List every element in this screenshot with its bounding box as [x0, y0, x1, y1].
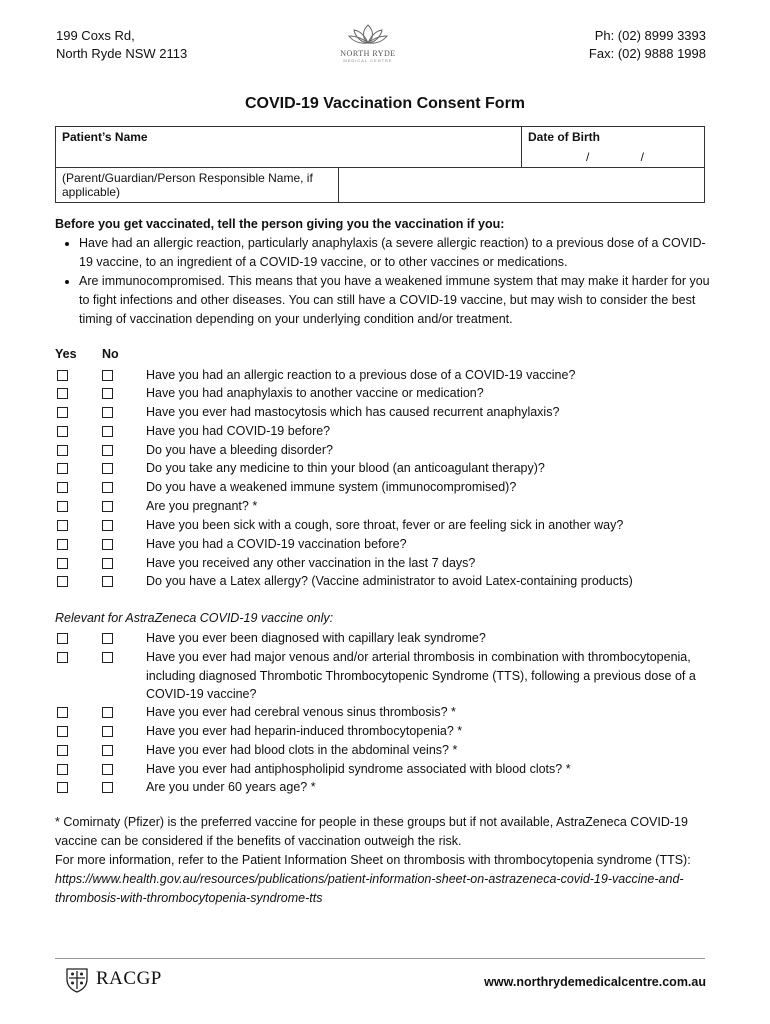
question-row: [55, 535, 715, 554]
question-row: [55, 722, 715, 741]
no-checkbox[interactable]: [102, 482, 113, 493]
question-row: [55, 459, 715, 478]
racgp-logo: [64, 964, 162, 994]
question-text: Have you received any other vaccination in the last 7 days?: [146, 556, 476, 570]
no-checkbox[interactable]: [102, 445, 113, 456]
notice-list: [55, 234, 715, 329]
question-text: Have you ever been diagnosed with capillary leak syndrome?: [146, 631, 486, 645]
yes-column-header: Yes: [55, 347, 77, 361]
no-checkbox[interactable]: [102, 652, 113, 663]
question-row: [55, 760, 715, 779]
question-text: Have you ever had heparin-induced thrombocytopenia? *: [146, 724, 463, 738]
racgp-wordmark: RACGP: [96, 968, 162, 989]
question-row: [55, 554, 715, 573]
no-checkbox[interactable]: [102, 388, 113, 399]
phone-number: Ph: (02) 8999 3393: [594, 28, 706, 43]
yes-checkbox[interactable]: [57, 576, 68, 587]
no-checkbox[interactable]: [102, 501, 113, 512]
question-text: Have you ever had major venous and/or arterial thrombosis in combination with thrombocytopenia, including diagnosed Thrombotic Thrombocytopenic Syndrome (TTS), following a previous dose of a COVID-19 vaccine?: [146, 650, 696, 701]
address-line-2: North Ryde NSW 2113: [56, 46, 188, 61]
yes-checkbox[interactable]: [57, 782, 68, 793]
no-checkbox[interactable]: [102, 764, 113, 775]
yes-checkbox[interactable]: [57, 445, 68, 456]
clinic-website[interactable]: www.northrydemedicalcentre.com.au: [484, 975, 706, 989]
no-checkbox[interactable]: [102, 520, 113, 531]
address-line-1: 199 Coxs Rd,: [56, 28, 135, 43]
question-row: [55, 648, 715, 704]
racgp-crest-icon: [64, 965, 90, 993]
question-row: [55, 741, 715, 760]
no-checkbox[interactable]: [102, 539, 113, 550]
no-checkbox[interactable]: [102, 370, 113, 381]
no-checkbox[interactable]: [102, 726, 113, 737]
yes-checkbox[interactable]: [57, 652, 68, 663]
clinic-contact: [589, 27, 706, 63]
logo-subtext: MEDICAL CENTRE: [343, 58, 393, 63]
yes-checkbox[interactable]: [57, 520, 68, 531]
no-checkbox[interactable]: [102, 407, 113, 418]
notice-item: • Have had an allergic reaction, particularly anaphylaxis (a severe allergic reaction) to a previous dose of a COVID-19 vaccine, to an ingredient of a COVID-19 vaccine, or to other vaccines or medications.: [79, 234, 715, 272]
question-text: Are you pregnant? *: [146, 499, 258, 513]
footer-divider: [55, 958, 705, 959]
question-row: [55, 497, 715, 516]
question-row: [55, 778, 715, 797]
dob-placeholder: / /: [585, 150, 644, 164]
fax-number: Fax: (02) 9888 1998: [588, 46, 706, 61]
patient-name-field[interactable]: [56, 127, 522, 168]
clinic-address: [56, 27, 187, 63]
no-checkbox[interactable]: [102, 463, 113, 474]
question-row: [55, 403, 715, 422]
yes-checkbox[interactable]: [57, 370, 68, 381]
yes-checkbox[interactable]: [57, 539, 68, 550]
question-text: Have you ever had mastocytosis which has caused recurrent anaphylaxis?: [146, 405, 560, 419]
no-checkbox[interactable]: [102, 426, 113, 437]
yes-checkbox[interactable]: [57, 501, 68, 512]
info-sheet-link[interactable]: https://www.health.gov.au/resources/publications/patient-information-sheet-on-astrazeneca-covid-19-vaccine-and-thrombosis-with-thrombocytopenia-syndrome-tts: [55, 872, 684, 905]
dob-label: Date of Birth: [527, 130, 600, 144]
yes-checkbox[interactable]: [57, 707, 68, 718]
pre-vaccination-notice: [55, 215, 715, 329]
dob-field[interactable]: [521, 127, 704, 168]
yes-checkbox[interactable]: [57, 633, 68, 644]
yes-checkbox[interactable]: [57, 388, 68, 399]
question-row: [55, 516, 715, 535]
yes-checkbox[interactable]: [57, 558, 68, 569]
guardian-label-cell: [56, 168, 339, 203]
yes-checkbox[interactable]: [57, 407, 68, 418]
az-section-label: Relevant for AstraZeneca COVID-19 vaccine only:: [55, 611, 334, 625]
question-text: Do you have a weakened immune system (immunocompromised)?: [146, 480, 517, 494]
footnote-more-info: For more information, refer to the Patient Information Sheet on thrombosis with thrombocytopenia syndrome (TTS):: [55, 853, 691, 867]
yes-checkbox[interactable]: [57, 482, 68, 493]
question-text: Have you been sick with a cough, sore throat, fever or are feeling sick in another way?: [146, 518, 624, 532]
patient-name-label: Patient’s Name: [62, 130, 148, 144]
question-row: [55, 441, 715, 460]
question-text: Have you had a COVID-19 vaccination before?: [146, 537, 407, 551]
footnote-text: * Comirnaty (Pfizer) is the preferred vaccine for people in these groups but if not available, AstraZeneca COVID-19 vaccine can be considered if the benefits of vaccination outweigh the risk.: [55, 815, 688, 848]
no-checkbox[interactable]: [102, 707, 113, 718]
yes-checkbox[interactable]: [57, 463, 68, 474]
yes-checkbox[interactable]: [57, 745, 68, 756]
question-text: Have you ever had antiphospholipid syndrome associated with blood clots? *: [146, 762, 571, 776]
question-text: Do you have a bleeding disorder?: [146, 443, 333, 457]
question-row: [55, 366, 715, 385]
question-text: Have you had an allergic reaction to a previous dose of a COVID-19 vaccine?: [146, 368, 576, 382]
yes-checkbox[interactable]: [57, 426, 68, 437]
question-text: Have you ever had cerebral venous sinus thrombosis? *: [146, 705, 456, 719]
question-row: [55, 572, 715, 591]
question-text: Do you take any medicine to thin your blood (an anticoagulant therapy)?: [146, 461, 545, 475]
logo-text: NORTH RYDE: [340, 49, 396, 58]
guardian-name-field[interactable]: [339, 168, 705, 203]
guardian-label: (Parent/Guardian/Person Responsible Name, if applicable): [62, 171, 313, 199]
question-row: [55, 384, 715, 403]
question-text: Do you have a Latex allergy? (Vaccine administrator to avoid Latex-containing products): [146, 574, 633, 588]
no-checkbox[interactable]: [102, 633, 113, 644]
page-title: COVID-19 Vaccination Consent Form: [244, 95, 526, 112]
clinic-logo: [333, 22, 403, 68]
question-text: Are you under 60 years age? *: [146, 780, 316, 794]
question-text: Have you had COVID-19 before?: [146, 424, 331, 438]
question-row: [55, 703, 715, 722]
lotus-icon: [348, 22, 388, 46]
yes-checkbox[interactable]: [57, 764, 68, 775]
no-column-header: No: [102, 347, 119, 361]
patient-info-table: [55, 126, 705, 203]
no-checkbox[interactable]: [102, 745, 113, 756]
notice-heading: Before you get vaccinated, tell the person giving you the vaccination if you:: [55, 217, 505, 231]
question-row: [55, 422, 715, 441]
notice-item: • Are immunocompromised. This means that you have a weakened immune system that may make it harder for you to fight infections and other diseases. You can still have a COVID-19 vaccine, but may wish to consider the best timing of vaccination depending on your underlying condition and/or treatment.: [79, 272, 715, 329]
question-row: [55, 629, 715, 648]
question-text: Have you had anaphylaxis to another vaccine or medication?: [146, 386, 484, 400]
question-text: Have you ever had blood clots in the abdominal veins? *: [146, 743, 458, 757]
no-checkbox[interactable]: [102, 576, 113, 587]
question-row: [55, 478, 715, 497]
yes-checkbox[interactable]: [57, 726, 68, 737]
no-checkbox[interactable]: [102, 558, 113, 569]
footnote: [55, 813, 710, 908]
no-checkbox[interactable]: [102, 782, 113, 793]
